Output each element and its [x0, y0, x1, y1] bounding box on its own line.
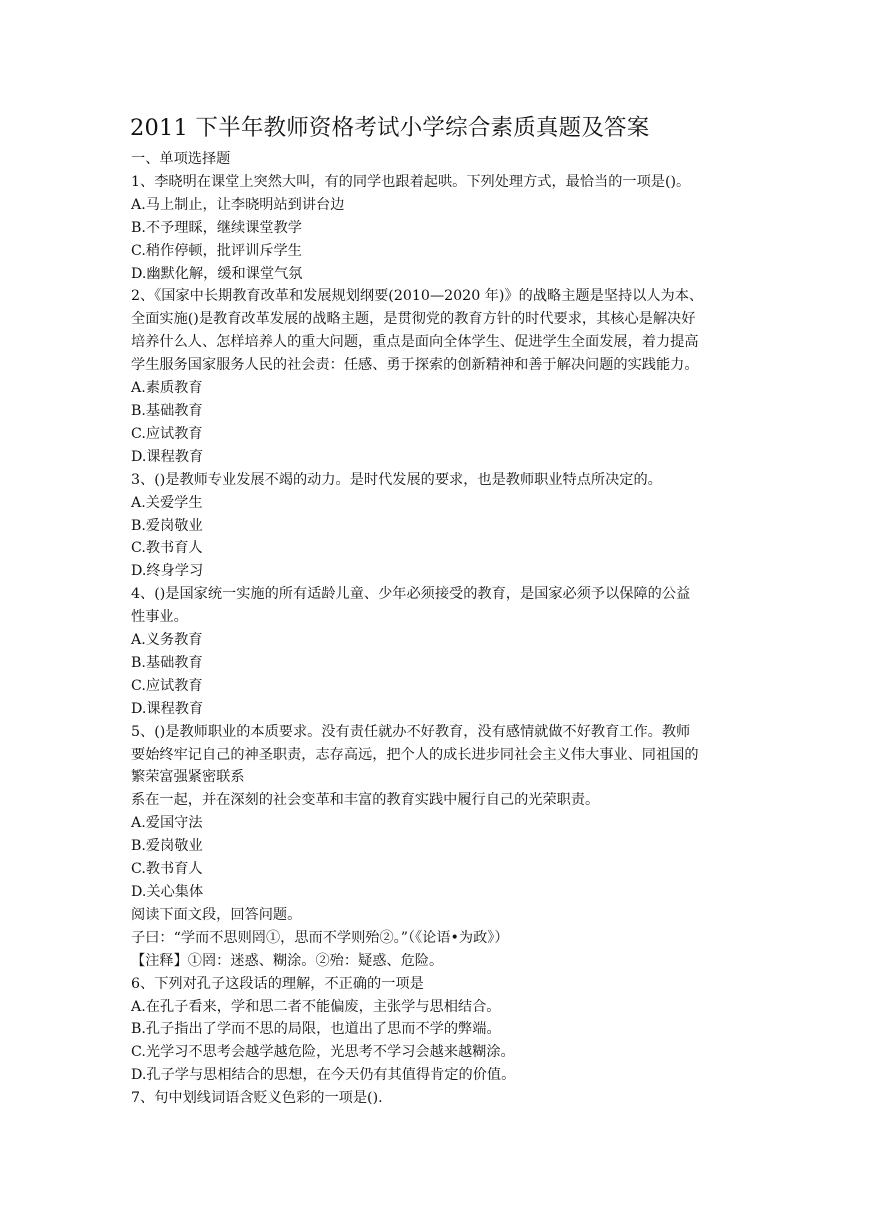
q3-option-a: A.关爱学生	[131, 494, 203, 511]
q4-option-c: C.应试教育	[131, 677, 203, 694]
question-5-line-3: 繁荣富强紧密联系	[131, 769, 245, 786]
question-7: 7、句中划线词语含贬义色彩的一项是().	[131, 1090, 383, 1107]
q2-option-c: C.应试教育	[131, 425, 203, 442]
document-title: 2011 下半年教师资格考试小学综合素质真题及答案	[130, 115, 650, 141]
question-6: 6、下列对孔子这段话的理解，不正确的一项是	[131, 975, 424, 992]
q6-option-d: D.孔子学与思相结合的思想，在今天仍有其值得肯定的价值。	[131, 1067, 516, 1084]
reading-annotation: 【注释】①罔：迷惑、糊涂。②殆：疑惑、危险。	[131, 952, 444, 969]
reading-quote: 子曰：“学而不思则罔①，思而不学则殆②。”（《论语•为政》）	[131, 929, 509, 946]
document-body	[131, 148, 741, 1110]
q1-option-d: D.幽默化解，缓和课堂气氛	[131, 265, 303, 282]
q4-option-b: B.基础教育	[131, 654, 203, 671]
q5-option-b: B.爱岗敬业	[131, 838, 203, 855]
question-2-line-1: 2、《国家中长期教育改革和发展规划纲要(2010—2020 年)》的战略主题是坚持以人为本、	[131, 288, 704, 305]
document-page	[131, 112, 741, 1110]
question-1: 1、李晓明在课堂上突然大叫，有的同学也跟着起哄。下列处理方式，最恰当的一项是()。	[131, 173, 691, 190]
q3-option-d: D.终身学习	[131, 563, 204, 580]
question-3: 3、()是教师专业发展不竭的动力。是时代发展的要求，也是教师职业特点所决定的。	[131, 471, 662, 488]
q5-option-d: D.关心集体	[131, 884, 204, 900]
q3-option-b: B.爱岗敬业	[131, 517, 203, 534]
question-4-line-1: 4、()是国家统一实施的所有适龄儿童、少年必须接受的教育，是国家必须予以保障的公益	[131, 586, 691, 603]
q6-option-c: C.光学习不思考会越学越危险，光思考不学习会越来越糊涂。	[131, 1044, 515, 1061]
question-2-line-3: 培养什么人、怎样培养人的重大问题，重点是面向全体学生、促进学生全面发展，着力提高	[131, 334, 699, 351]
q3-option-c: C.教书育人	[131, 540, 203, 557]
question-5-line-4: 系在一起，并在深刻的社会变革和丰富的教育实践中履行自己的光荣职责。	[131, 792, 600, 809]
question-2-line-2: 全面实施()是教育改革发展的战略主题，是贯彻党的教育方针的时代要求，其核心是解决好	[131, 311, 696, 328]
q1-option-b: B.不予理睬，继续课堂教学	[131, 219, 302, 236]
q6-option-a: A.在孔子看来，学和思二者不能偏废，主张学与思相结合。	[131, 998, 501, 1015]
q4-option-a: A.义务教育	[131, 632, 203, 649]
question-5-line-1: 5、()是教师职业的本质要求。没有责任就办不好教育，没有感情就做不好教育工作。教师	[131, 723, 691, 740]
question-5-line-2: 要始终牢记自己的神圣职责，志存高远，把个人的成长进步同社会主义伟大事业、同祖国的	[131, 746, 699, 763]
q1-option-a: A.马上制止，让李晓明站到讲台边	[131, 196, 345, 213]
q1-option-c: C.稍作停顿，批评训斥学生	[131, 242, 302, 259]
q5-option-a: A.爱国守法	[131, 815, 203, 832]
question-4-line-2: 性事业。	[131, 609, 188, 626]
q4-option-d: D.课程教育	[131, 700, 204, 717]
q2-option-a: A.素质教育	[131, 380, 203, 397]
reading-instruction: 阅读下面文段，回答问题。	[131, 906, 302, 923]
question-2-line-4: 学生服务国家服务人民的社会责：任感、勇于探索的创新精神和善于解决问题的实践能力。	[131, 357, 699, 374]
q2-option-b: B.基础教育	[131, 402, 203, 419]
q6-option-b: B.孔子指出了学而不思的局限，也道出了思而不学的弊端。	[131, 1021, 501, 1038]
q5-option-c: C.教书育人	[131, 861, 203, 878]
section-heading: 一、单项选择题	[131, 151, 231, 167]
q2-option-d: D.课程教育	[131, 448, 204, 465]
